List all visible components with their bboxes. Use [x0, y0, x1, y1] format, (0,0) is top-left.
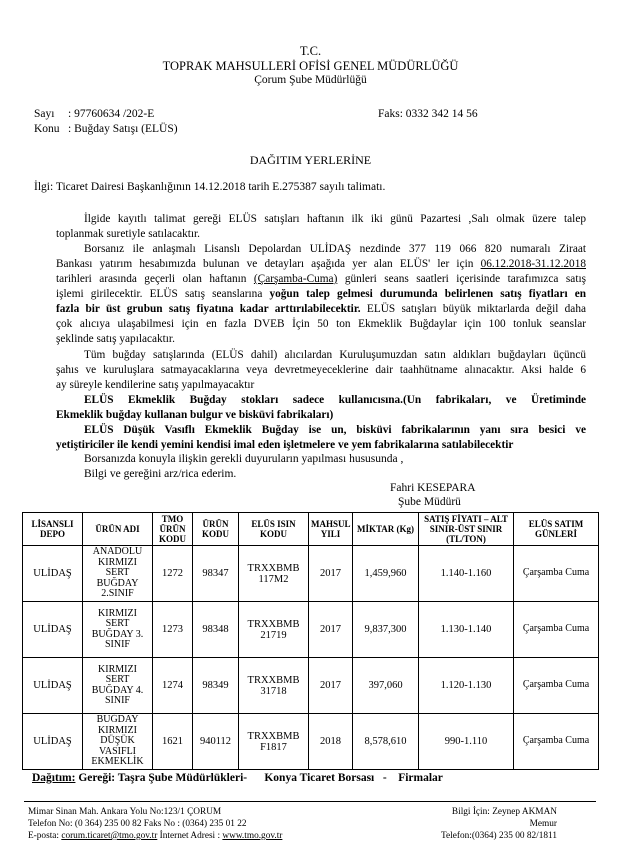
distribution-text: Gereği: Taşra Şube Müdürlükleri- Konya Ticaret Borsası - Firmalar [78, 772, 443, 784]
cell-gunler: Çarşamba Cuma [514, 602, 599, 658]
footer-info-contact: Bilgi İçin: Zeynep AKMAN [451, 807, 557, 817]
signature-title: Şube Müdürü [398, 496, 461, 508]
cell-urun: BUĞDAY KIRMIZI DÜŞÜK VASIFLI EKMEKLİK [83, 714, 153, 770]
cell-miktar: 1,459,960 [353, 546, 419, 602]
cell-isin: TRXXBMB F1817 [239, 714, 309, 770]
p2-line5-text: ELÜS satışları büyük miktarlarda değil daha [366, 303, 586, 315]
col-header-gunler: ELÜS SATIM GÜNLERİ [514, 513, 599, 546]
email-label: E-posta: [28, 831, 59, 841]
p2-line2 [56, 257, 586, 272]
p2-line3-text: tarihleri arasında geçerli olan haftanın [56, 273, 247, 285]
paragraph-7: Bilgi ve gereğini arz/rica ederim. [84, 468, 237, 480]
footer-address: Mimar Sinan Mah. Ankara Yolu No:123/1 ÇORUM [28, 807, 222, 817]
cell-yil: 2017 [309, 546, 353, 602]
cell-kod: 98349 [193, 658, 239, 714]
p4-line1: ELÜS Ekmeklik Buğday stokları sadece kullanıcısına.(Un fabrikaları, ve Üretiminde [84, 394, 586, 406]
distribution-table [22, 512, 599, 770]
cell-gunler: Çarşamba Cuma [514, 658, 599, 714]
sayi-value: : 97760634 /202-E [68, 108, 155, 120]
cell-depo: ULİDAŞ [23, 658, 83, 714]
header-tc: T.C. [299, 44, 322, 58]
sale-days: (Çarşamba-Cuma) [253, 273, 338, 285]
cell-fiyat: 1.120-1.130 [419, 658, 514, 714]
table-row [23, 602, 599, 658]
paragraph-4 [56, 393, 586, 423]
cell-tmo: 1274 [153, 658, 193, 714]
p2-line6: çok alıcıya ulaşabilmesi için en fazla DVEB İçin 50 ton Ekmeklik Buğdaylar için 100 tonluk seanslar [56, 318, 586, 330]
p2-line5 [56, 302, 586, 317]
cell-miktar: 397,060 [353, 658, 419, 714]
p2-line4 [56, 287, 586, 302]
cell-isin: TRXXBMB 21719 [239, 602, 309, 658]
table-row [23, 714, 599, 770]
paragraph-1 [56, 212, 586, 242]
p3-line2: şahıs ve kuruluşlara satmayacaklarına veya devretmeyeceklerine dair taahhütname alınacaktır. Aksi halde 6 [56, 364, 586, 376]
footer-info-role: Memur [529, 819, 557, 829]
konu-label: Konu [34, 123, 60, 135]
cell-isin: TRXXBMB 31718 [239, 658, 309, 714]
cell-kod: 98348 [193, 602, 239, 658]
cell-kod: 940112 [193, 714, 239, 770]
distribution-line [32, 772, 443, 784]
table-row [23, 546, 599, 602]
cell-urun: KIRMIZI SERT BUĞDAY 4. SINIF [83, 658, 153, 714]
cell-fiyat: 1.140-1.160 [419, 546, 514, 602]
paragraph-2 [56, 242, 586, 347]
p4-line2: Ekmeklik buğday kullanan bulgur ve bisküvi fabrikaları) [56, 409, 334, 421]
p5-line1: ELÜS Düşük Vasıflı Ekmeklik Buğday ise un, bisküvi fabrikalarının yanı sıra besici ve [84, 424, 586, 436]
p2-line5-bold: fazla bir üst grubun satış fiyatına kadar arttırılabilecektir. [56, 303, 361, 315]
cell-yil: 2017 [309, 658, 353, 714]
p2-line4-text: işlemi girilecektir. ELÜS satış seanslarına [56, 288, 263, 300]
website-link[interactable]: www.tmo.gov.tr [222, 831, 283, 841]
cell-fiyat: 990-1.110 [419, 714, 514, 770]
sayi-label: Sayı [34, 108, 55, 120]
p5-line2: yetiştiriciler ile kendi yemini kendisi imal eden işletmelere ve yem fabrikalarına satılabilecektir [56, 439, 514, 451]
cell-yil: 2017 [309, 602, 353, 658]
p2-line3 [56, 272, 586, 287]
cell-gunler: Çarşamba Cuma [514, 546, 599, 602]
cell-gunler: Çarşamba Cuma [514, 714, 599, 770]
date-range: 06.12.2018-31.12.2018 [480, 258, 586, 270]
p2-line2-text: Bankası yatırım hesabımızda bulunan ve detayları aşağıda yer alan ELÜS' ler için [56, 258, 474, 270]
p2-line4-bold: yoğun talep gelmesi durumunda belirlenen satış fiyatları en [269, 288, 587, 300]
paragraph-3 [56, 348, 586, 393]
cell-yil: 2018 [309, 714, 353, 770]
col-header-yil: MAHSUL YILI [309, 513, 353, 546]
col-header-miktar: MİKTAR (Kg) [353, 513, 419, 546]
distribution-label: Dağıtım: [32, 772, 76, 784]
konu-value: : Buğday Satışı (ELÜS) [68, 123, 178, 135]
footer-info-phone: Telefon:(0364) 235 00 82/1811 [441, 831, 557, 841]
col-header-kod: ÜRÜN KODU [193, 513, 239, 546]
paragraph-5 [56, 423, 586, 453]
signature-name: Fahri KESEPARA [390, 482, 476, 494]
footer-divider [24, 801, 596, 802]
p1-line2: toplanmak suretiyle satılacaktır. [56, 228, 200, 240]
p2-line7: şeklinde satış yapılacaktır. [56, 333, 175, 345]
header-branch: Çorum Şube Müdürlüğü [254, 74, 367, 86]
header-organization: TOPRAK MAHSULLERİ OFİSİ GENEL MÜDÜRLÜĞÜ [162, 59, 459, 73]
col-header-tmo: TMO ÜRÜN KODU [153, 513, 193, 546]
cell-tmo: 1272 [153, 546, 193, 602]
cell-isin: TRXXBMB 117M2 [239, 546, 309, 602]
cell-miktar: 8,578,610 [353, 714, 419, 770]
document-title: DAĞITIM YERLERİNE [249, 153, 372, 167]
col-header-fiyat: SATIŞ FİYATI – ALT SINIR-ÜST SINIR (TL/TON) [419, 513, 514, 546]
cell-depo: ULİDAŞ [23, 546, 83, 602]
cell-urun: ANADOLU KIRMIZI SERT BUĞDAY 2.SINIF [83, 546, 153, 602]
footer-contact-line [28, 830, 282, 842]
p2-line3-rest: günleri seans saatleri içerisinde tarafımızca satış [344, 273, 586, 285]
ilgi-reference: İlgi: Ticaret Dairesi Başkanlığının 14.12.2018 tarih E.275387 sayılı talimatı. [34, 181, 386, 193]
cell-depo: ULİDAŞ [23, 602, 83, 658]
internet-label: İnternet Adresi : [159, 831, 221, 841]
cell-urun: KIRMIZI SERT BUĞDAY 3. SINIF [83, 602, 153, 658]
p2-line1: Borsanız ile anlaşmalı Lisanslı Depolardan ULİDAŞ nezdinde 377 119 066 820 numaralı Ziraat [84, 243, 586, 255]
p3-line1: Tüm buğday satışlarında (ELÜS dahil) alıcılardan Kuruluşumuzdan satın aldıkları buğdayları üçüncü [84, 349, 586, 361]
cell-kod: 98347 [193, 546, 239, 602]
email-link[interactable]: corum.ticaret@tmo.gov.tr [61, 831, 158, 841]
cell-miktar: 9,837,300 [353, 602, 419, 658]
cell-fiyat: 1.130-1.140 [419, 602, 514, 658]
paragraph-6: Borsanızda konuyla ilişkin gerekli duyuruların yapılması hususunda , [84, 453, 404, 465]
col-header-depo: LİSANSLI DEPO [23, 513, 83, 546]
fax-number: Faks: 0332 342 14 56 [378, 108, 478, 120]
cell-tmo: 1273 [153, 602, 193, 658]
table-row [23, 658, 599, 714]
col-header-isin: ELÜS ISIN KODU [239, 513, 309, 546]
table-header-row [23, 513, 599, 546]
p3-line3: ay süreyle kendilerine satış yapılmayacaktır [56, 379, 255, 391]
p1-line1: İlgide kayıtlı talimat gereği ELÜS satışları haftanın ilk iki günü Pazartesi ,Salı olmak üzere talep [84, 213, 586, 225]
cell-depo: ULİDAŞ [23, 714, 83, 770]
footer-phone: Telefon No: (0 364) 235 00 82 Faks No : (0364) 235 01 22 [28, 819, 247, 829]
cell-tmo: 1621 [153, 714, 193, 770]
col-header-urun: ÜRÜN ADI [83, 513, 153, 546]
